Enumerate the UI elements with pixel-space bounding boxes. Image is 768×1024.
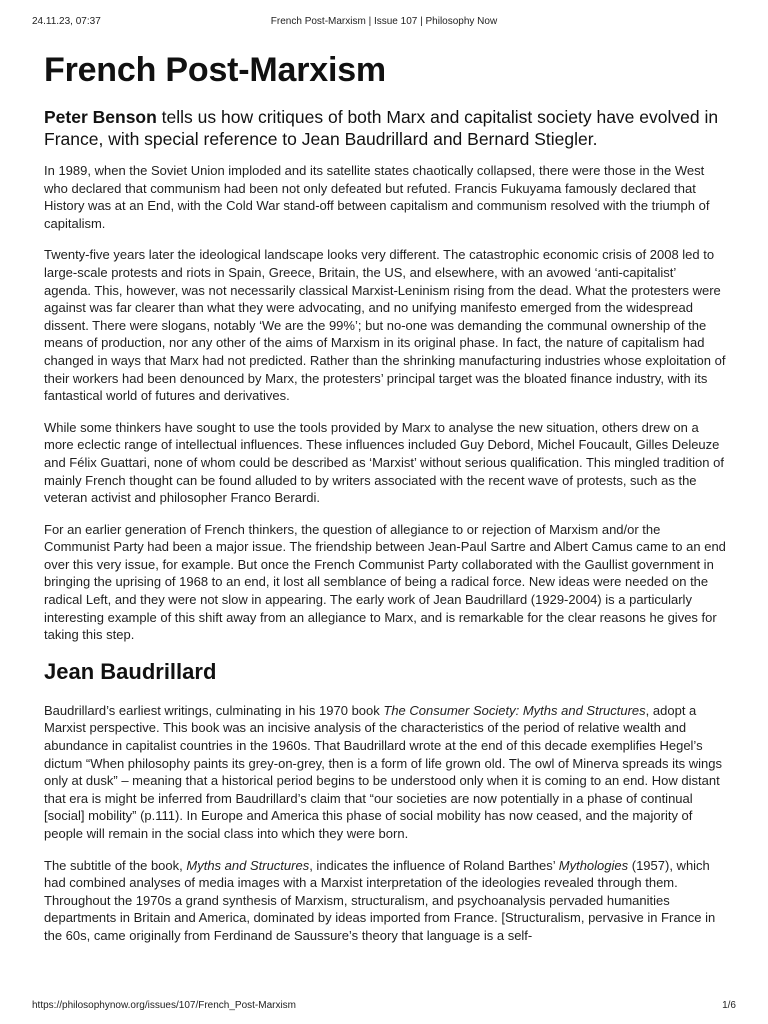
- article-title: French Post-Marxism: [44, 51, 386, 89]
- print-url: https://philosophynow.org/issues/107/French_Post-Marxism: [32, 1000, 297, 1011]
- subtitle-myths-and-structures: Myths and Structures: [186, 857, 310, 873]
- book-title-consumer-society: The Consumer Society: Myths and Structures: [383, 702, 646, 718]
- print-page-title: French Post-Marxism | Issue 107 | Philosophy Now: [270, 16, 498, 27]
- paragraph-5-text-b: , adopt a Marxist perspective. This book was an incisive analysis of the characteristics of the period of relative wealth and abundance in capitalist countries in the 1960s. That Baudrillard wrote at the end of this decade exemplifies Hegel’s dictum “When philosophy paints its grey-on-grey, then is a form of life grown old. The owl of Minerva spreads its wings only at dusk” – meaning that a historical period begins to be understood only when it is coming to an end. How distant that era is might be inferred from Baudrillard’s claim that “our societies are now potentially in a phase of continual [social] mobility” (p.111). In Europe and America this phase of social mobility has now ceased, and the majority of people will remain in the social class into which they were born.: [44, 702, 722, 841]
- book-title-mythologies: Mythologies: [558, 857, 629, 873]
- paragraph-6: [44, 857, 726, 945]
- standfirst-text: tells us how critiques of both Marx and capitalist society have evolved in France, with special reference to Jean Baudrillard and Bernard Stiegler.: [44, 107, 719, 149]
- section-heading-baudrillard: Jean Baudrillard: [44, 658, 217, 684]
- paragraph-5: [44, 702, 726, 843]
- print-datetime: 24.11.23, 07:37: [32, 16, 101, 27]
- paragraph-6-text-c: (1957), which had combined analyses of media images with a Marxist interpretation of the ideologies revealed through them. Throughout the 1970s a grand synthesis of Marxism, structuralism, and psychoanalysis pervaded humanities departments in Britain and America, dominated by ideas imported from France. [Structuralism, pervasive in France in the 60s, came originally from Ferdinand de Saussure’s theory that language is a self-: [44, 857, 716, 943]
- paragraph-5-text-a: Baudrillard’s earliest writings, culminating in his 1970 book: [44, 702, 384, 718]
- standfirst: [44, 106, 726, 150]
- paragraph-3: While some thinkers have sought to use the tools provided by Marx to analyse the new situation, others drew on a more eclectic range of intellectual influences. These influences included Guy Debord, Michel Foucault, Gilles Deleuze and Félix Guattari, none of whom could be described as ‘Marxist’ without serious qualification. This mingled tradition of mainly French thought can be found alluded to by writers associated with the recent wave of protests, such as the veteran activist and philosopher Franco Berardi.: [44, 419, 724, 506]
- paragraph-6-text-b: , indicates the influence of Roland Barthes’: [309, 857, 559, 873]
- paragraph-6-text-a: The subtitle of the book,: [44, 857, 187, 873]
- print-footer: [32, 1000, 736, 1014]
- paragraph-2: Twenty-five years later the ideological landscape looks very different. The catastrophic economic crisis of 2008 led to large-scale protests and riots in Spain, Greece, Britain, the US, and elsewhere, with an avowed ‘anti-capitalist’ agenda. This, however, was not necessarily classical Marxist-Leninism rising from the dead. What the protesters were against was far clearer than what they were advocating, and no unifying manifesto emerged from the widespread dissent. There were slogans, notably ‘We are the 99%’; but no-one was demanding the communal ownership of the means of production, nor any other of the aims of Marxism in its original phase. In fact, the nature of capitalism had changed in ways that Marx had not predicted. Rather than the shrinking manufacturing industries whose exploitation of their workers had been denounced by Marx, the protesters’ principal target was the bloated finance industry, with its fantastical world of futures and derivatives.: [44, 247, 726, 404]
- article: [44, 50, 726, 959]
- print-header: [32, 16, 736, 30]
- paragraph-4: For an earlier generation of French thinkers, the question of allegiance to or rejection of Marxism and/or the Communist Party had been a major issue. The friendship between Jean-Paul Sartre and Albert Camus came to an end over this very issue, for example. But once the French Communist Party collaborated with the Gaullist government in bringing the uprising of 1968 to an end, it lost all semblance of being a radical force. New ideas were needed on the radical Left, and they were not slow in appearing. The early work of Jean Baudrillard (1929-2004) is a particularly interesting example of this shift away from an allegiance to Marx, and is remarkable for the clear reasons he gives for taking this step.: [44, 521, 726, 643]
- paragraph-1: In 1989, when the Soviet Union imploded and its satellite states chaotically collapsed, there were those in the West who declared that communism had been not only defeated but refuted. Francis Fukuyama famously declared that History was at an End, with the Cold War stand-off between capitalism and communism resolved with the triumph of capitalism.: [44, 163, 710, 231]
- print-page-number: 1/6: [722, 1000, 736, 1011]
- standfirst-author[interactable]: Peter Benson: [44, 107, 157, 127]
